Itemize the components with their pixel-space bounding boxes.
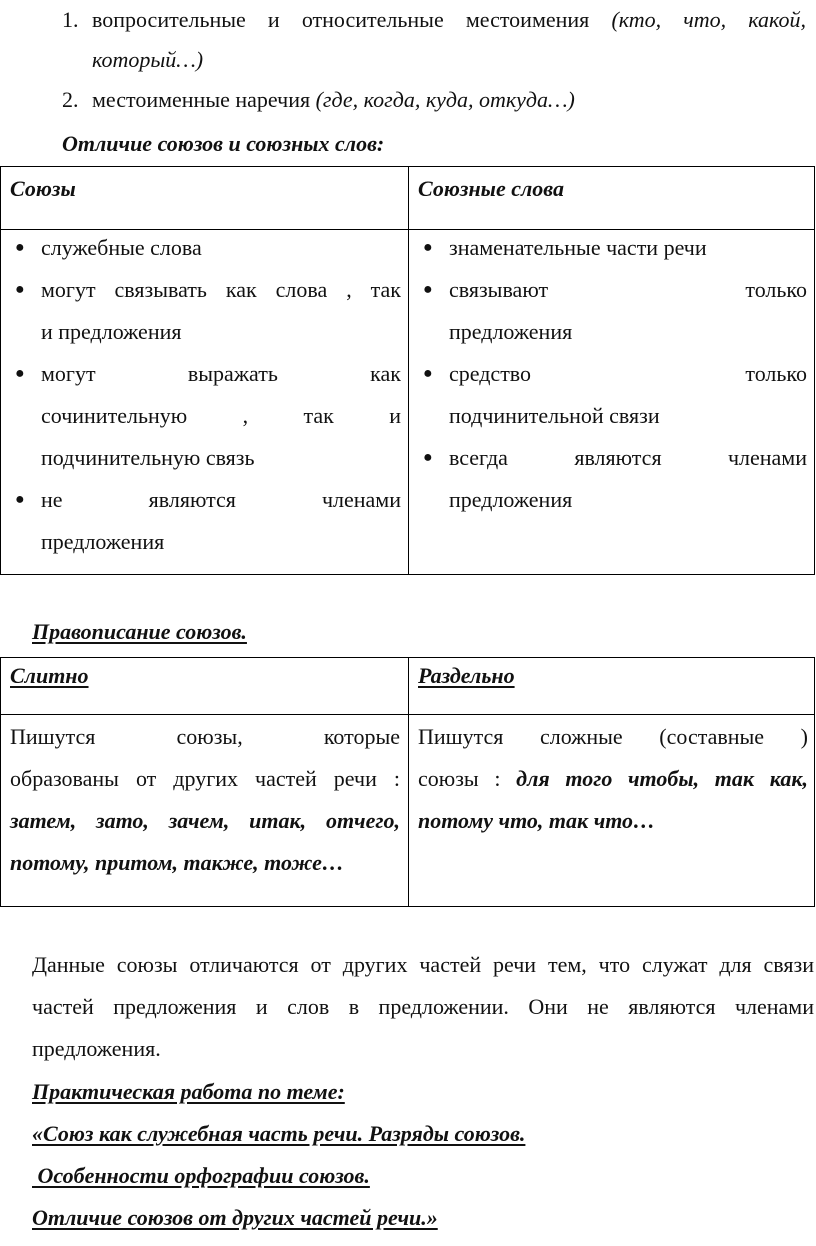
paragraph-line: предложения. — [32, 1036, 161, 1061]
spelling-heading: Правописание союзов. — [32, 619, 247, 644]
list-number: 2. — [62, 87, 79, 112]
table-divider — [408, 658, 409, 906]
list-item — [417, 227, 807, 269]
list-number: 1. — [62, 7, 79, 32]
bullet-icon: ● — [15, 365, 25, 382]
bullet-icon: ● — [423, 239, 433, 256]
practical-work-topic-line: Особенности орфографии союзов. — [32, 1163, 370, 1188]
bullet-icon: ● — [15, 491, 25, 508]
cell-line: Пишутся союзы, которые — [10, 724, 400, 749]
item-line: подчинительной связи — [449, 403, 660, 428]
list-item-examples-cont: который…) — [92, 47, 204, 72]
table-header-conjunctions: Союзы — [10, 176, 76, 201]
list-item-text — [92, 80, 806, 120]
conjunctions-list — [9, 227, 401, 563]
difference-heading: Отличие союзов и союзных слов: — [62, 131, 385, 156]
table-header-conjunctive-words: Союзные слова — [418, 176, 564, 201]
bullet-icon: ● — [423, 281, 433, 298]
bullet-icon: ● — [15, 281, 25, 298]
bullet-icon: ● — [423, 449, 433, 466]
body-paragraph — [32, 944, 814, 1070]
cell-line: Пишутся сложные (составные ) — [418, 724, 808, 749]
item-line: могут связывать как слова , так — [41, 277, 401, 302]
item-line: служебные слова — [41, 235, 202, 260]
bullet-icon: ● — [15, 239, 25, 256]
cell-line: образованы от других частей речи : — [10, 766, 400, 791]
list-item-text — [92, 0, 806, 40]
list-item — [9, 479, 401, 563]
list-item-examples: (кто, что, какой, — [611, 7, 807, 32]
list-item — [417, 353, 807, 437]
list-item — [417, 437, 807, 521]
cell-line-bold: для того чтобы, так как, — [516, 766, 808, 791]
paragraph-line: Данные союзы отличаются от других частей речи тем, что служат для связи — [32, 952, 814, 977]
item-line: знаменательные части речи — [449, 235, 707, 260]
item-line: сочинительную , так и — [41, 403, 401, 428]
practical-work-topic-line: «Союз как служебная часть речи. Разряды союзов. — [32, 1121, 526, 1146]
table-divider — [1, 714, 814, 715]
item-line: предложения — [41, 529, 165, 554]
list-item — [9, 269, 401, 353]
cell-line: затем, зато, зачем, итак, отчего, — [10, 808, 400, 833]
list-item — [9, 353, 401, 479]
item-line: и предложения — [41, 319, 182, 344]
list-item — [9, 227, 401, 269]
item-line: не являются членами — [41, 487, 401, 512]
list-item-main-text: вопросительные и относительные местоимения — [92, 7, 590, 32]
cell-line — [418, 758, 808, 800]
item-line: могут выражать как — [41, 361, 401, 386]
item-line: связывают только — [449, 277, 807, 302]
item-line: предложения — [449, 487, 573, 512]
list-item-main-text: местоименные наречия — [92, 87, 311, 112]
bullet-icon: ● — [423, 365, 433, 382]
cell-line: потому что, так что… — [418, 808, 656, 833]
item-line: средство только — [449, 361, 807, 386]
list-item-examples: (где, когда, куда, откуда…) — [315, 87, 575, 112]
conjunctive-words-list — [417, 227, 807, 521]
item-line: предложения — [449, 319, 573, 344]
conjunctions-comparison-table — [0, 166, 815, 575]
table-header-separate: Раздельно — [418, 663, 515, 688]
practical-work-topic-line: Отличие союзов от других частей речи.» — [32, 1205, 438, 1230]
spelling-table — [0, 657, 815, 907]
cell-line: потому, притом, также, тоже… — [10, 850, 344, 875]
together-cell — [10, 716, 400, 884]
item-line: всегда являются членами — [449, 445, 807, 470]
item-line: подчинительную связь — [41, 445, 255, 470]
list-item — [417, 269, 807, 353]
table-header-together: Слитно — [10, 663, 89, 688]
separate-cell — [418, 716, 808, 842]
cell-line-plain: союзы : — [418, 766, 501, 791]
practical-work-heading: Практическая работа по теме: — [32, 1079, 345, 1104]
paragraph-line: частей предложения и слов в предложении. Они не являются членами — [32, 994, 814, 1019]
